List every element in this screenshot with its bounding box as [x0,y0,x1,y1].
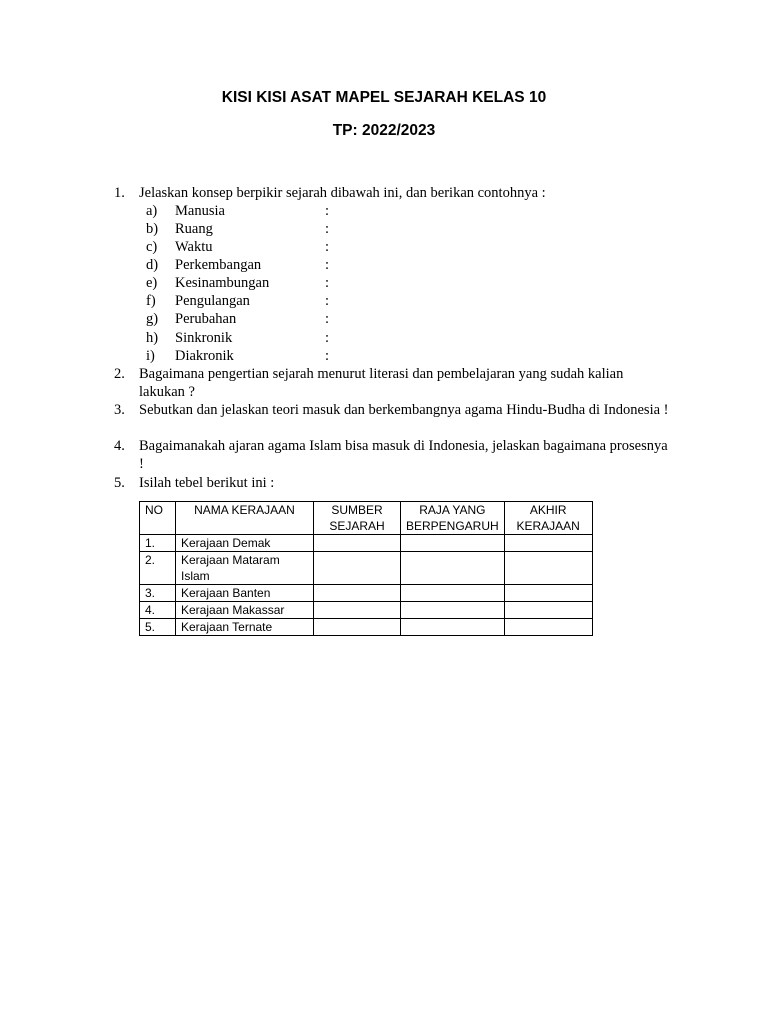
table-row [140,602,593,619]
sub-item-label: Waktu [175,239,213,255]
sub-item-colon: : [325,221,330,237]
sub-item-label: Manusia [175,203,225,219]
question-text: Sebutkan dan jelaskan teori masuk dan berkembangnya agama Hindu-Budha di Indonesia ! [139,402,669,418]
sub-item-colon: : [325,275,330,291]
sub-item-letter: c) [146,239,158,255]
end-of-kingdom-cell [504,602,592,619]
table-row [140,535,593,552]
row-number: 1. [140,535,176,552]
end-of-kingdom-cell [504,535,592,552]
question-number: 4. [114,438,125,454]
header-kingdom-name: NAMA KERAJAAN [176,502,314,535]
sub-item-colon: : [325,348,330,364]
influential-king-cell [401,602,505,619]
row-number: 5. [140,619,176,636]
sub-item-label: Perkembangan [175,257,262,273]
question-text: Isilah tebel berikut ini : [139,475,275,491]
sub-item-colon: : [325,203,330,219]
table-row [140,552,593,585]
question-text: Bagaimanakah ajaran agama Islam bisa masuk di Indonesia, jelaskan bagaimana prosesnya ! [139,438,668,472]
end-of-kingdom-cell [504,585,592,602]
kingdom-name: Kerajaan Demak [176,535,314,552]
kingdom-table [139,501,593,636]
historical-source-cell [314,619,401,636]
header-no: NO [140,502,176,535]
sub-item-label: Ruang [175,221,213,237]
sub-item-label: Perubahan [175,311,237,327]
question-number: 2. [114,366,125,382]
table-row [140,619,593,636]
sub-item-colon: : [325,239,330,255]
table-row [140,585,593,602]
sub-item-label: Pengulangan [175,293,250,309]
sub-item-colon: : [325,257,330,273]
question-number: 5. [114,475,125,491]
end-of-kingdom-cell [504,552,592,585]
question-text: Bagaimana pengertian sejarah menurut literasi dan pembelajaran yang sudah kalian lakukan ? [139,366,624,400]
row-number: 2. [140,552,176,585]
sub-item-colon: : [325,330,330,346]
influential-king-cell [401,535,505,552]
historical-source-cell [314,552,401,585]
kingdom-name: Kerajaan Makassar [176,602,314,619]
header-historical-source: SUMBER SEJARAH [314,502,401,535]
sub-item-letter: e) [146,275,158,291]
document-title: KISI KISI ASAT MAPEL SEJARAH KELAS 10 [221,89,547,106]
sub-item-letter: f) [146,293,156,309]
influential-king-cell [401,619,505,636]
end-of-kingdom-cell [504,619,592,636]
kingdom-name: Kerajaan Banten [176,585,314,602]
sub-item-letter: i) [146,348,155,364]
sub-item-letter: a) [146,203,158,219]
header-influential-king: RAJA YANG BERPENGARUH [401,502,505,535]
historical-source-cell [314,585,401,602]
influential-king-cell [401,585,505,602]
row-number: 4. [140,602,176,619]
kingdom-name: Kerajaan Ternate [176,619,314,636]
sub-item-letter: g) [146,311,159,327]
table-header-row [140,502,593,535]
kingdom-name: Kerajaan Mataram Islam [176,552,314,585]
sub-item-letter: d) [146,257,159,273]
sub-item-letter: h) [146,330,159,346]
historical-source-cell [314,602,401,619]
question-number: 3. [114,402,125,418]
sub-item-letter: b) [146,221,159,237]
question-number: 1. [114,185,125,201]
question-text: Jelaskan konsep berpikir sejarah dibawah ini, dan berikan contohnya : [139,185,546,201]
sub-item-label: Sinkronik [175,330,233,346]
influential-king-cell [401,552,505,585]
sub-item-colon: : [325,293,330,309]
school-year: TP: 2022/2023 [332,122,436,139]
sub-item-colon: : [325,311,330,327]
header-end-of-kingdom: AKHIR KERAJAAN [504,502,592,535]
sub-item-label: Diakronik [175,348,234,364]
sub-item-label: Kesinambungan [175,275,270,291]
row-number: 3. [140,585,176,602]
historical-source-cell [314,535,401,552]
